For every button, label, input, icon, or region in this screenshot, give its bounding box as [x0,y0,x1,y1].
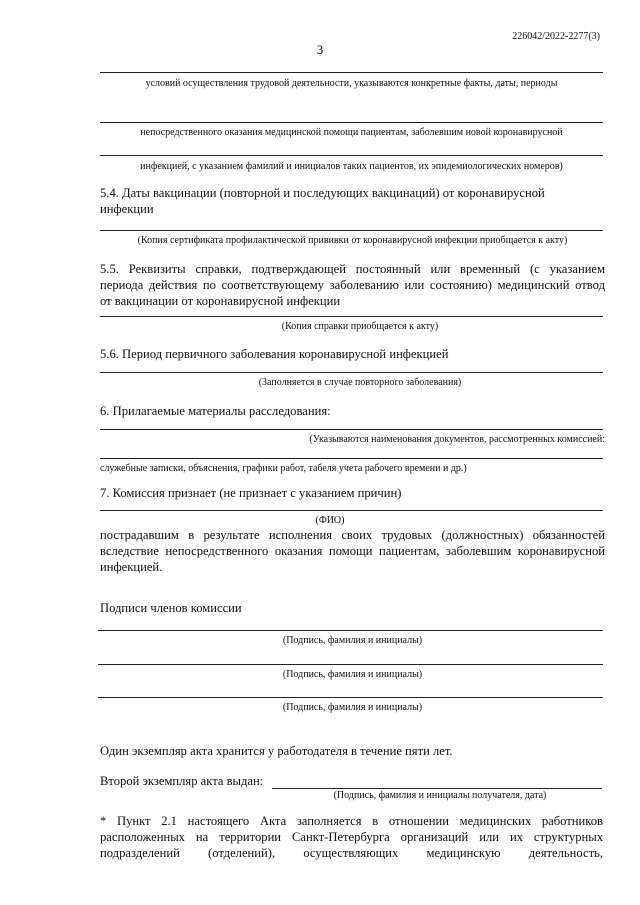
section-5-4-heading: 5.4. Даты вакцинации (повторной и последующих вакцинаций) от коронавирусной [100,186,545,200]
page-number: 3 [316,43,324,57]
section-5-5-caption: (Копия справки приобщается к акту) [281,321,439,332]
section-5-6-caption: (Заполняется в случае повторного заболевания) [258,377,462,388]
copy-one-note: Один экземпляр акта хранится у работодателя в течение пяти лет. [100,744,453,758]
fill-line [100,72,603,73]
footnote-line3: подразделений (отделений), осуществляющих медицинскую деятельность, [100,846,603,860]
section-5-5-line3: от вакцинации от коронавирусной инфекции [100,294,341,308]
fill-line [100,458,603,459]
caption-direct-care: непосредственного оказания медицинской помощи пациентам, заболевшим новой коронавирусной [140,127,563,138]
signatures-heading: Подписи членов комиссии [100,601,242,615]
section-6-heading: 6. Прилагаемые материалы расследования: [100,404,331,418]
signature-caption: (Подпись, фамилия и инициалы) [282,635,423,646]
section-6-caption: (Указываются наименования документов, рассмотренных комиссией: [309,434,605,445]
fill-line [100,316,603,317]
copy-two-caption: (Подпись, фамилия и инициалы получателя, дата) [333,790,547,801]
footnote-line2: расположенных на территории Санкт-Петербурга организаций или их структурных [100,830,603,844]
section-5-4-caption: (Копия сертификата профилактической прививки от коронавирусной инфекции приобщается к акту) [137,235,568,246]
fill-line [100,372,603,373]
section-7-line3: инфекцией. [100,560,163,574]
recipient-line [272,788,602,789]
section-6-caption-cont: служебные записки, объяснения, графики работ, табеля учета рабочего времени и др.) [100,463,467,474]
section-5-4-heading-cont: инфекции [100,202,154,216]
fill-line [100,510,603,511]
footnote-line1: * Пункт 2.1 настоящего Акта заполняется в отношении медицинских работников [100,814,603,828]
fill-line [100,429,603,430]
document-number: 226042/2022-2277(3) [512,31,600,42]
section-7-line1: пострадавшим в результате исполнения своих трудовых (должностных) обязанностей [100,528,605,542]
signature-caption: (Подпись, фамилия и инициалы) [282,669,423,680]
fill-line [100,230,603,231]
signature-line [98,664,603,665]
signature-line [98,697,603,698]
section-7-line2: вследствие непосредственного оказания помощи пациентам, заболевшим коронавирусной [100,544,605,558]
section-5-5-line2: периода действия по соответствующему заболеванию или состоянию) медицинский отвод [100,278,605,292]
section-5-6-heading: 5.6. Период первичного заболевания коронавирусной инфекцией [100,347,449,361]
copy-two-label: Второй экземпляр акта выдан: [100,774,264,788]
section-7-heading: 7. Комиссия признает (не признает с указанием причин) [100,486,402,500]
section-7-fio-caption: (ФИО) [315,515,345,526]
fill-line [100,155,603,156]
caption-conditions: условий осуществления трудовой деятельности, указываются конкретные факты, даты, периоды [145,78,558,89]
caption-infection-names: инфекцией, с указанием фамилий и инициалов таких пациентов, их эпидемиологических номеров) [140,161,563,172]
signature-line [98,630,603,631]
fill-line [100,122,603,123]
signature-caption: (Подпись, фамилия и инициалы) [282,702,423,713]
section-5-5-line1: 5.5. Реквизиты справки, подтверждающей постоянный или временный (с указанием [100,262,605,276]
